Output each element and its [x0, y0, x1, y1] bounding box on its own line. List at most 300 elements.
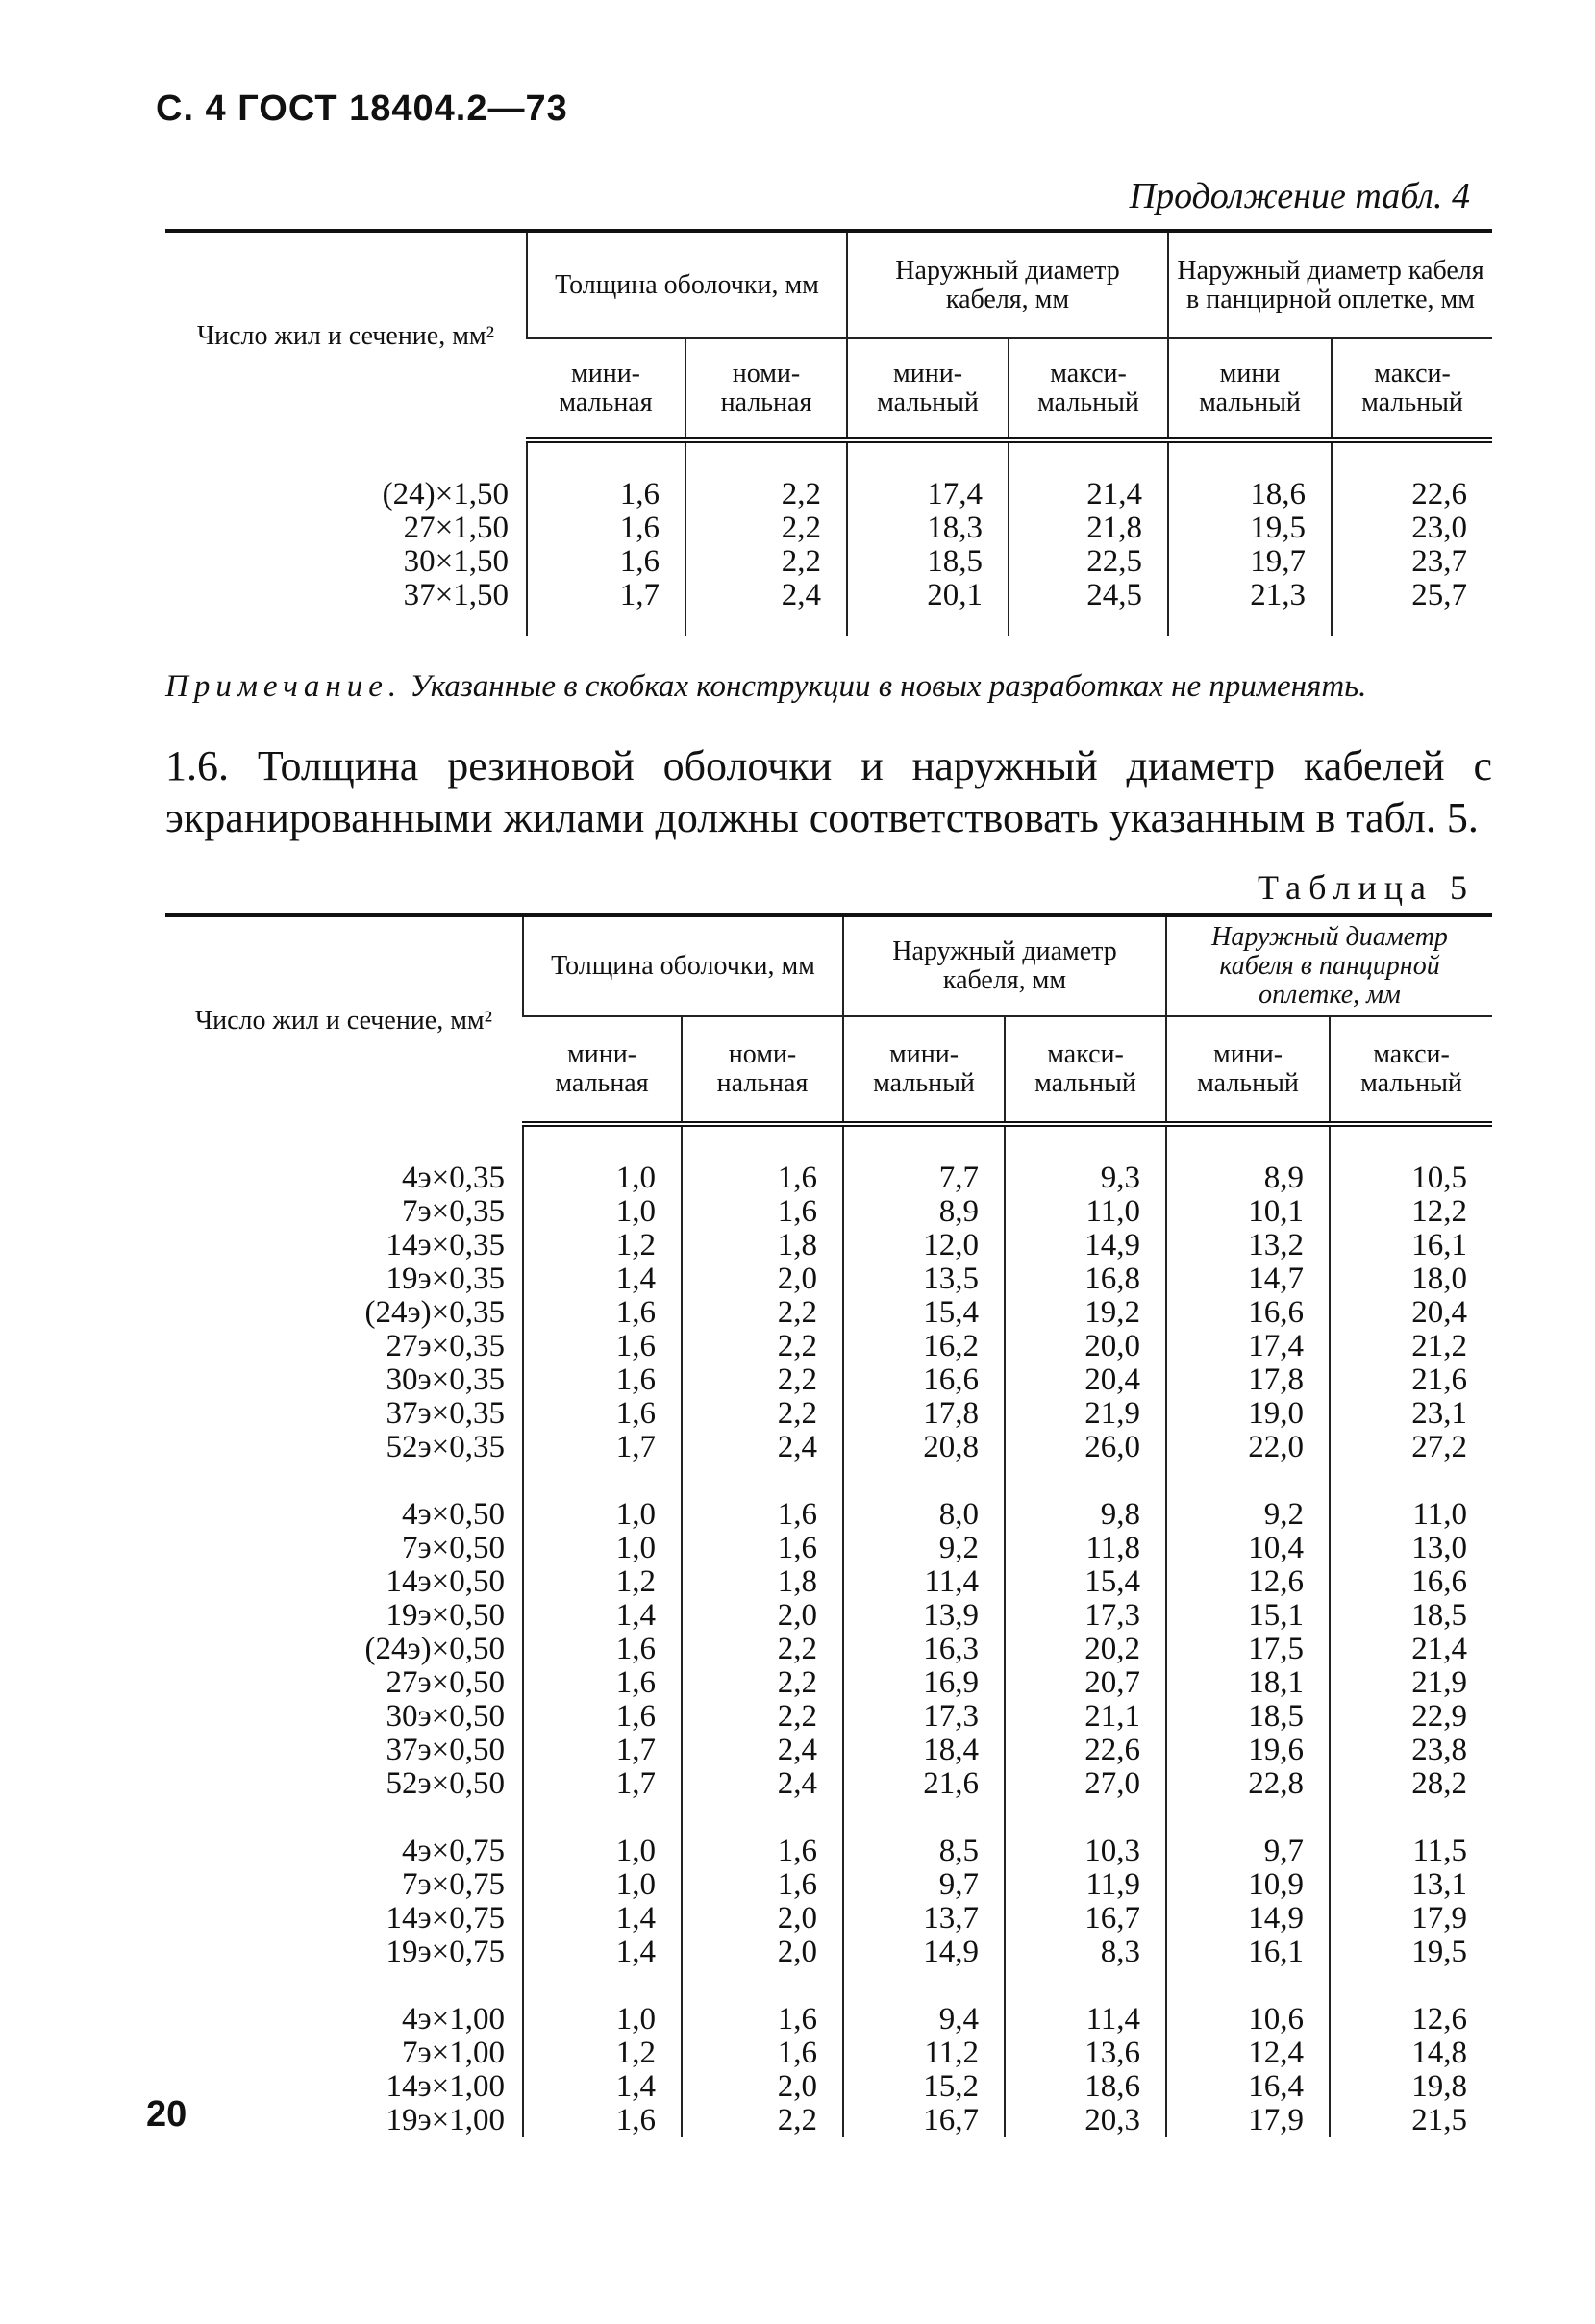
spacer-cell — [682, 1801, 843, 1835]
value-cell: 1,4 — [523, 1902, 682, 1936]
spacer-cell — [165, 1124, 523, 1162]
value-cell: 22,5 — [1009, 545, 1168, 579]
spacer-cell — [165, 440, 527, 478]
row-label-cell: 52э×0,35 — [386, 1430, 505, 1464]
value-cell: 2,4 — [682, 1431, 843, 1464]
value-cell: 1,8 — [682, 1229, 843, 1262]
value-cell: 1,4 — [523, 1936, 682, 1969]
row-label-cell: 27э×0,50 — [386, 1665, 505, 1700]
value-cell: 20,3 — [1005, 2104, 1166, 2137]
value-cell: 19,6 — [1166, 1734, 1330, 1767]
table-row — [165, 478, 1492, 512]
value-cell: 21,4 — [1330, 1633, 1492, 1666]
value-cell: 2,2 — [682, 1666, 843, 1700]
table5-group-0: Толщина оболочки, мм — [523, 915, 843, 1016]
table-row — [165, 1734, 1492, 1767]
spacer-cell — [1009, 440, 1168, 478]
value-cell: 2,4 — [682, 1734, 843, 1767]
table-row — [165, 1902, 1492, 1936]
value-cell: 21,4 — [1009, 478, 1168, 512]
value-cell: 9,2 — [1166, 1498, 1330, 1532]
table4-group-0: Толщина оболочки, мм — [527, 231, 847, 338]
value-cell: 18,6 — [1168, 478, 1332, 512]
value-cell: 12,6 — [1330, 2003, 1492, 2037]
value-cell: 1,6 — [523, 1700, 682, 1734]
value-cell: 19,5 — [1330, 1936, 1492, 1969]
value-cell: 11,4 — [843, 1565, 1005, 1599]
value-cell: 1,2 — [523, 1565, 682, 1599]
value-cell: 21,6 — [1330, 1363, 1492, 1397]
value-cell: 15,2 — [843, 2070, 1005, 2104]
row-label-cell: 14э×0,50 — [386, 1564, 505, 1599]
value-cell: 14,7 — [1166, 1262, 1330, 1296]
value-cell: 2,2 — [685, 478, 847, 512]
spacer-cell — [843, 1801, 1005, 1835]
value-cell: 1,6 — [523, 1296, 682, 1330]
table-row — [165, 1397, 1492, 1431]
table-row — [165, 1599, 1492, 1633]
spacer-cell — [523, 1124, 682, 1162]
value-cell: 1,0 — [523, 1162, 682, 1195]
value-cell: 2,0 — [682, 1902, 843, 1936]
value-cell: 18,5 — [1166, 1700, 1330, 1734]
page-number: 20 — [146, 2094, 187, 2135]
spacer-cell — [1330, 1969, 1492, 2003]
paragraph-1-6: 1.6. Толщина резиновой оболочки и наружный диаметр кабелей с экранированными жилами должны соответствовать указанным в табл. 5. — [165, 742, 1492, 841]
value-cell: 1,6 — [523, 1330, 682, 1363]
table-row — [165, 2070, 1492, 2104]
spacer-cell — [527, 440, 685, 478]
table-row — [165, 1633, 1492, 1666]
value-cell: 17,9 — [1166, 2104, 1330, 2137]
value-cell: 18,4 — [843, 1734, 1005, 1767]
spacer-cell — [1005, 1464, 1166, 1498]
value-cell: 20,4 — [1005, 1363, 1166, 1397]
value-cell: 1,7 — [527, 579, 685, 612]
value-cell: 22,9 — [1330, 1700, 1492, 1734]
row-label-cell: (24)×1,50 — [382, 477, 509, 512]
value-cell: 17,4 — [1166, 1330, 1330, 1363]
value-cell: 1,2 — [523, 2037, 682, 2070]
value-cell: 25,7 — [1332, 579, 1492, 612]
row-label-cell: 7э×0,75 — [401, 1867, 505, 1902]
value-cell: 22,6 — [1005, 1734, 1166, 1767]
value-cell: 1,0 — [523, 1532, 682, 1565]
row-label-cell: 4э×0,75 — [401, 1834, 505, 1868]
row-label-cell: 37э×0,50 — [386, 1733, 505, 1767]
value-cell: 1,0 — [523, 1498, 682, 1532]
value-cell: 13,1 — [1330, 1868, 1492, 1902]
spacer-cell — [685, 612, 847, 636]
value-cell: 13,0 — [1330, 1532, 1492, 1565]
row-label-cell: 4э×0,35 — [401, 1161, 505, 1195]
table4-group-2: Наружный диаметр кабеля в панцирной оплетке, мм — [1168, 231, 1492, 338]
value-cell: 10,6 — [1166, 2003, 1330, 2037]
row-label-cell: 19э×1,00 — [386, 2103, 505, 2137]
table5-subhead: мини-мальный — [843, 1016, 1005, 1124]
value-cell: 17,9 — [1330, 1902, 1492, 1936]
value-cell: 9,4 — [843, 2003, 1005, 2037]
value-cell: 2,2 — [682, 1397, 843, 1431]
value-cell: 2,0 — [682, 1599, 843, 1633]
value-cell: 18,0 — [1330, 1262, 1492, 1296]
page-header: С. 4 ГОСТ 18404.2—73 — [156, 88, 568, 129]
value-cell: 2,2 — [682, 1700, 843, 1734]
table-row — [165, 1532, 1492, 1565]
value-cell: 8,3 — [1005, 1936, 1166, 1969]
value-cell: 24,5 — [1009, 579, 1168, 612]
table-row — [165, 1162, 1492, 1195]
spacer-cell — [523, 1801, 682, 1835]
spacer-cell — [847, 440, 1009, 478]
table4-subhead: макси-мальный — [1332, 338, 1492, 440]
table5-caption: Таблица 5 — [1258, 868, 1475, 907]
value-cell: 10,3 — [1005, 1835, 1166, 1868]
value-cell: 19,2 — [1005, 1296, 1166, 1330]
value-cell: 23,0 — [1332, 512, 1492, 545]
table-row — [165, 1296, 1492, 1330]
row-label-cell: 27э×0,35 — [386, 1329, 505, 1363]
row-label-cell: 4э×1,00 — [401, 2002, 505, 2037]
value-cell: 10,1 — [1166, 1195, 1330, 1229]
value-cell: 9,2 — [843, 1532, 1005, 1565]
value-cell: 22,8 — [1166, 1767, 1330, 1801]
value-cell: 10,5 — [1330, 1162, 1492, 1195]
spacer-cell — [527, 612, 685, 636]
spacer-cell — [1168, 440, 1332, 478]
value-cell: 19,7 — [1168, 545, 1332, 579]
value-cell: 21,8 — [1009, 512, 1168, 545]
value-cell: 15,4 — [843, 1296, 1005, 1330]
value-cell: 17,8 — [843, 1397, 1005, 1431]
value-cell: 1,4 — [523, 2070, 682, 2104]
table4-subhead: мини-мальный — [847, 338, 1009, 440]
value-cell: 11,0 — [1005, 1195, 1166, 1229]
spacer-cell — [682, 1464, 843, 1498]
spacer-cell — [523, 1464, 682, 1498]
value-cell: 1,4 — [523, 1262, 682, 1296]
value-cell: 2,2 — [682, 1633, 843, 1666]
table-row — [165, 545, 1492, 579]
value-cell: 12,0 — [843, 1229, 1005, 1262]
value-cell: 21,9 — [1005, 1397, 1166, 1431]
table4-subhead: мини-мальная — [527, 338, 685, 440]
spacer-cell — [1005, 1124, 1166, 1162]
value-cell: 13,9 — [843, 1599, 1005, 1633]
value-cell: 21,2 — [1330, 1330, 1492, 1363]
value-cell: 17,5 — [1166, 1633, 1330, 1666]
row-label-cell: 27×1,50 — [403, 511, 509, 545]
row-label-cell: 52э×0,50 — [386, 1766, 505, 1801]
value-cell: 16,3 — [843, 1633, 1005, 1666]
table-row — [165, 1363, 1492, 1397]
spacer-cell — [843, 1124, 1005, 1162]
row-label-cell: 14э×0,75 — [386, 1901, 505, 1936]
table-row — [165, 1330, 1492, 1363]
row-spacer — [165, 1124, 1492, 1162]
spacer-cell — [1166, 1969, 1330, 2003]
table-row — [165, 1431, 1492, 1464]
value-cell: 21,3 — [1168, 579, 1332, 612]
value-cell: 1,7 — [523, 1767, 682, 1801]
value-cell: 20,8 — [843, 1431, 1005, 1464]
value-cell: 14,9 — [843, 1936, 1005, 1969]
value-cell: 2,4 — [682, 1767, 843, 1801]
spacer-cell — [843, 1464, 1005, 1498]
value-cell: 16,1 — [1330, 1229, 1492, 1262]
row-label-cell: 30×1,50 — [403, 544, 509, 579]
value-cell: 2,2 — [685, 512, 847, 545]
table-row — [165, 2003, 1492, 2037]
value-cell: 22,0 — [1166, 1431, 1330, 1464]
value-cell: 1,6 — [523, 1633, 682, 1666]
value-cell: 23,7 — [1332, 545, 1492, 579]
row-spacer — [165, 1464, 1492, 1498]
table-row — [165, 1565, 1492, 1599]
value-cell: 19,8 — [1330, 2070, 1492, 2104]
table4-col-first: Число жил и сечение, мм² — [165, 231, 527, 440]
value-cell: 1,6 — [682, 1532, 843, 1565]
value-cell: 16,2 — [843, 1330, 1005, 1363]
table-row — [165, 1767, 1492, 1801]
value-cell: 26,0 — [1005, 1431, 1166, 1464]
value-cell: 14,9 — [1005, 1229, 1166, 1262]
spacer-cell — [165, 1801, 523, 1835]
value-cell: 2,2 — [682, 2104, 843, 2137]
value-cell: 11,8 — [1005, 1532, 1166, 1565]
table-row — [165, 1498, 1492, 1532]
value-cell: 1,6 — [527, 512, 685, 545]
value-cell: 13,7 — [843, 1902, 1005, 1936]
value-cell: 1,4 — [523, 1599, 682, 1633]
value-cell: 1,6 — [523, 1363, 682, 1397]
value-cell: 1,0 — [523, 1195, 682, 1229]
table-row — [165, 2037, 1492, 2070]
spacer-cell — [682, 1124, 843, 1162]
note-lead: Примечание. — [165, 669, 403, 704]
value-cell: 20,2 — [1005, 1633, 1166, 1666]
value-cell: 18,3 — [847, 512, 1009, 545]
row-label-cell: 30э×0,50 — [386, 1699, 505, 1734]
value-cell: 12,4 — [1166, 2037, 1330, 2070]
value-cell: 27,2 — [1330, 1431, 1492, 1464]
value-cell: 15,1 — [1166, 1599, 1330, 1633]
row-label-cell: 30э×0,35 — [386, 1362, 505, 1397]
value-cell: 13,2 — [1166, 1229, 1330, 1262]
value-cell: 20,0 — [1005, 1330, 1166, 1363]
value-cell: 16,1 — [1166, 1936, 1330, 1969]
value-cell: 15,4 — [1005, 1565, 1166, 1599]
table-row — [165, 1229, 1492, 1262]
value-cell: 22,6 — [1332, 478, 1492, 512]
spacer-cell — [1330, 1801, 1492, 1835]
value-cell: 23,8 — [1330, 1734, 1492, 1767]
table5-subhead: мини-мальный — [1166, 1016, 1330, 1124]
spacer-cell — [1009, 612, 1168, 636]
row-spacer — [165, 1801, 1492, 1835]
table-row — [165, 1868, 1492, 1902]
value-cell: 1,0 — [523, 1868, 682, 1902]
value-cell: 16,7 — [1005, 1902, 1166, 1936]
value-cell: 1,6 — [682, 1195, 843, 1229]
table-row — [165, 1666, 1492, 1700]
value-cell: 10,9 — [1166, 1868, 1330, 1902]
value-cell: 8,0 — [843, 1498, 1005, 1532]
value-cell: 1,6 — [527, 478, 685, 512]
table5-subhead: мини-мальная — [523, 1016, 682, 1124]
value-cell: 9,7 — [1166, 1835, 1330, 1868]
value-cell: 1,6 — [682, 1498, 843, 1532]
value-cell: 2,2 — [682, 1296, 843, 1330]
table5-col-first: Число жил и сечение, мм² — [165, 915, 523, 1124]
value-cell: 16,7 — [843, 2104, 1005, 2137]
value-cell: 9,3 — [1005, 1162, 1166, 1195]
value-cell: 7,7 — [843, 1162, 1005, 1195]
value-cell: 1,0 — [523, 2003, 682, 2037]
row-label-cell: 14э×1,00 — [386, 2069, 505, 2104]
value-cell: 14,8 — [1330, 2037, 1492, 2070]
table-row — [165, 1700, 1492, 1734]
value-cell: 12,6 — [1166, 1565, 1330, 1599]
spacer-cell — [165, 612, 527, 636]
value-cell: 1,6 — [682, 1868, 843, 1902]
value-cell: 2,0 — [682, 1936, 843, 1969]
value-cell: 1,6 — [523, 1666, 682, 1700]
value-cell: 1,6 — [682, 1835, 843, 1868]
row-spacer — [165, 612, 1492, 636]
value-cell: 11,2 — [843, 2037, 1005, 2070]
value-cell: 1,7 — [523, 1431, 682, 1464]
value-cell: 9,7 — [843, 1868, 1005, 1902]
value-cell: 20,4 — [1330, 1296, 1492, 1330]
value-cell: 19,5 — [1168, 512, 1332, 545]
table-row — [165, 2104, 1492, 2137]
value-cell: 18,6 — [1005, 2070, 1166, 2104]
table5-group-1: Наружный диаметр кабеля, мм — [843, 915, 1166, 1016]
value-cell: 13,6 — [1005, 2037, 1166, 2070]
spacer-cell — [1168, 612, 1332, 636]
value-cell: 1,6 — [682, 2037, 843, 2070]
spacer-cell — [1005, 1969, 1166, 2003]
table-row — [165, 579, 1492, 612]
value-cell: 11,4 — [1005, 2003, 1166, 2037]
value-cell: 16,9 — [843, 1666, 1005, 1700]
table4-subhead: номи-нальная — [685, 338, 847, 440]
value-cell: 28,2 — [1330, 1767, 1492, 1801]
table4-subhead: мини мальный — [1168, 338, 1332, 440]
table-row — [165, 1195, 1492, 1229]
spacer-cell — [1166, 1801, 1330, 1835]
value-cell: 8,9 — [1166, 1162, 1330, 1195]
value-cell: 11,5 — [1330, 1835, 1492, 1868]
value-cell: 17,3 — [843, 1700, 1005, 1734]
value-cell: 1,2 — [523, 1229, 682, 1262]
table-5 — [165, 913, 1492, 2137]
value-cell: 1,6 — [523, 2104, 682, 2137]
value-cell: 12,2 — [1330, 1195, 1492, 1229]
row-label-cell: (24э)×0,50 — [364, 1632, 505, 1666]
value-cell: 2,0 — [682, 2070, 843, 2104]
row-label-cell: 7э×0,35 — [401, 1194, 505, 1229]
value-cell: 17,8 — [1166, 1363, 1330, 1397]
value-cell: 20,1 — [847, 579, 1009, 612]
value-cell: 16,6 — [1166, 1296, 1330, 1330]
value-cell: 8,5 — [843, 1835, 1005, 1868]
value-cell: 2,2 — [682, 1330, 843, 1363]
table4-subhead: макси-мальный — [1009, 338, 1168, 440]
value-cell: 1,6 — [527, 545, 685, 579]
table-row — [165, 512, 1492, 545]
value-cell: 9,8 — [1005, 1498, 1166, 1532]
value-cell: 1,7 — [523, 1734, 682, 1767]
row-spacer — [165, 440, 1492, 478]
spacer-cell — [1332, 612, 1492, 636]
spacer-cell — [843, 1969, 1005, 2003]
table5-subhead: номи-нальная — [682, 1016, 843, 1124]
value-cell: 1,6 — [523, 1397, 682, 1431]
value-cell: 2,2 — [685, 545, 847, 579]
value-cell: 21,1 — [1005, 1700, 1166, 1734]
spacer-cell — [165, 1464, 523, 1498]
table4-caption: Продолжение табл. 4 — [1129, 176, 1470, 216]
value-cell: 16,8 — [1005, 1262, 1166, 1296]
value-cell: 10,4 — [1166, 1532, 1330, 1565]
value-cell: 1,8 — [682, 1565, 843, 1599]
spacer-cell — [165, 1969, 523, 2003]
table5-group-2: Наружный диаметр кабеля в панцирной оплетке, мм — [1166, 915, 1492, 1016]
spacer-cell — [1005, 1801, 1166, 1835]
value-cell: 21,5 — [1330, 2104, 1492, 2137]
spacer-cell — [523, 1969, 682, 2003]
row-label-cell: 4э×0,50 — [401, 1497, 505, 1532]
value-cell: 1,6 — [682, 2003, 843, 2037]
value-cell: 2,2 — [682, 1363, 843, 1397]
value-cell: 1,6 — [682, 1162, 843, 1195]
row-label-cell: 19э×0,75 — [386, 1935, 505, 1969]
note-text: Указанные в скобках конструкции в новых разработках не применять. — [410, 669, 1367, 704]
row-label-cell: 19э×0,50 — [386, 1598, 505, 1633]
table4-note — [165, 667, 1492, 706]
spacer-cell — [1166, 1464, 1330, 1498]
row-label-cell: (24э)×0,35 — [364, 1295, 505, 1330]
value-cell: 20,7 — [1005, 1666, 1166, 1700]
value-cell: 11,0 — [1330, 1498, 1492, 1532]
value-cell: 27,0 — [1005, 1767, 1166, 1801]
value-cell: 19,0 — [1166, 1397, 1330, 1431]
table-row — [165, 1835, 1492, 1868]
spacer-cell — [685, 440, 847, 478]
spacer-cell — [1330, 1464, 1492, 1498]
table-4 — [165, 229, 1492, 636]
value-cell: 2,0 — [682, 1262, 843, 1296]
row-label-cell: 19э×0,35 — [386, 1262, 505, 1296]
value-cell: 18,5 — [1330, 1599, 1492, 1633]
spacer-cell — [682, 1969, 843, 2003]
value-cell: 23,1 — [1330, 1397, 1492, 1431]
value-cell: 11,9 — [1005, 1868, 1166, 1902]
value-cell: 16,6 — [1330, 1565, 1492, 1599]
value-cell: 17,4 — [847, 478, 1009, 512]
spacer-cell — [847, 612, 1009, 636]
row-label-cell: 14э×0,35 — [386, 1228, 505, 1262]
value-cell: 16,4 — [1166, 2070, 1330, 2104]
value-cell: 1,0 — [523, 1835, 682, 1868]
value-cell: 8,9 — [843, 1195, 1005, 1229]
table-row — [165, 1262, 1492, 1296]
value-cell: 16,6 — [843, 1363, 1005, 1397]
value-cell: 21,6 — [843, 1767, 1005, 1801]
value-cell: 17,3 — [1005, 1599, 1166, 1633]
